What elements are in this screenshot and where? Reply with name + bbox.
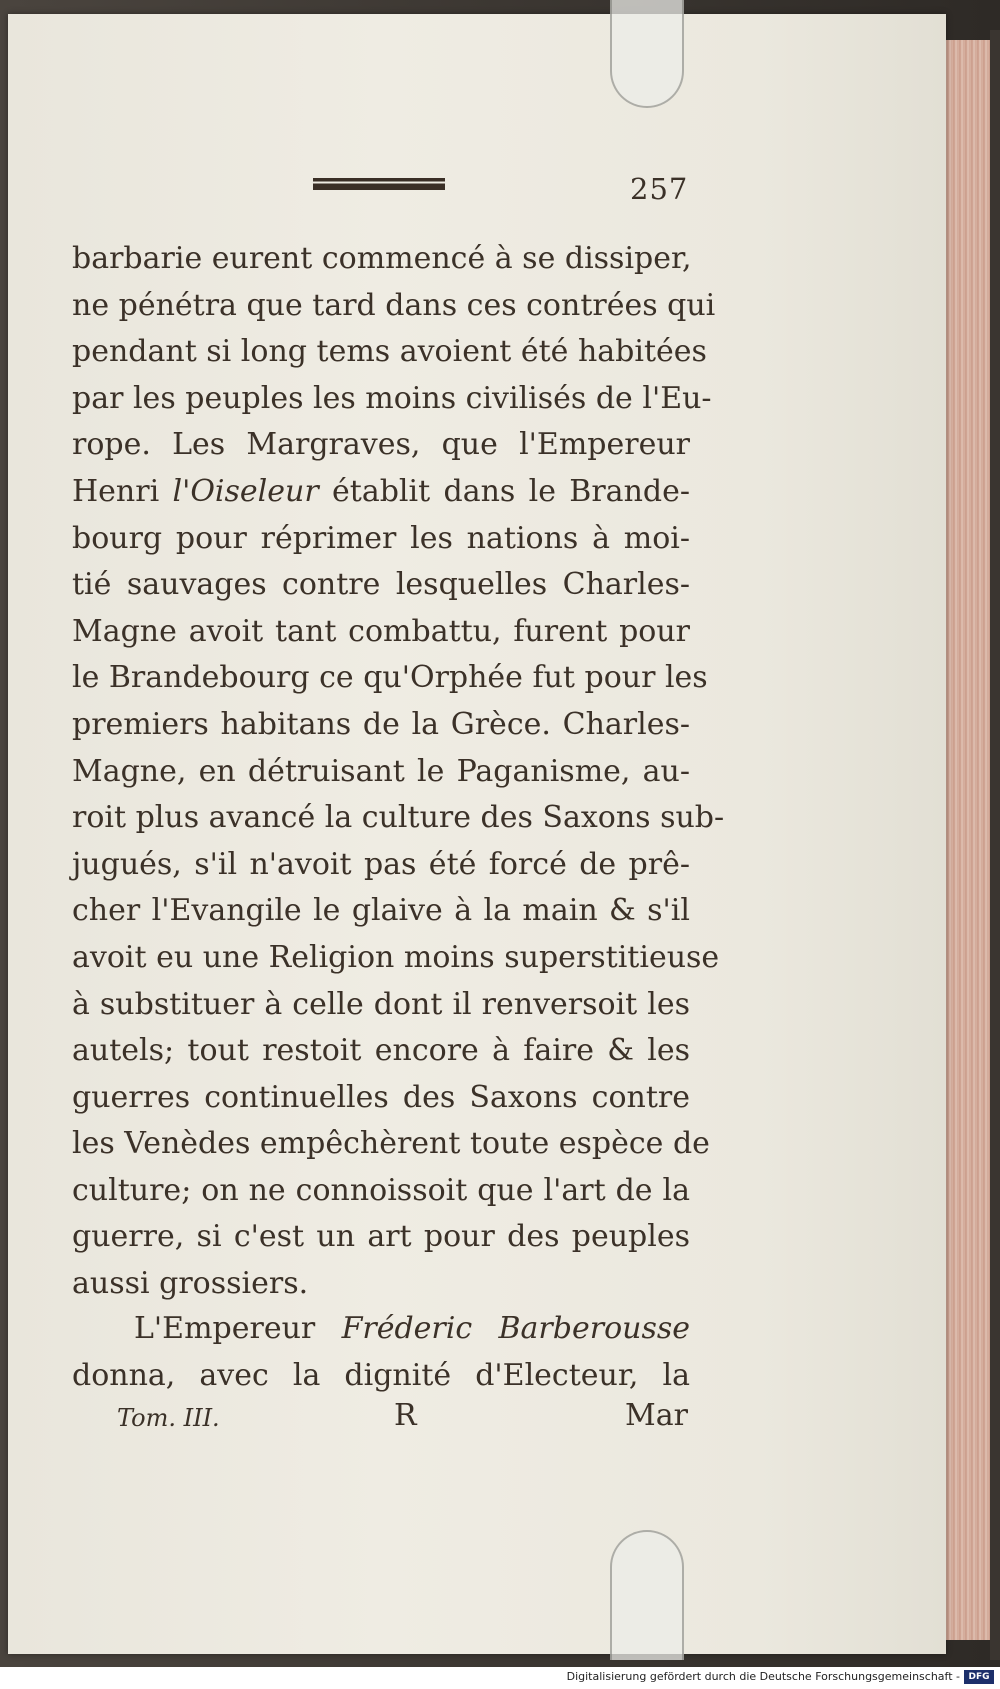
text-line: roit plus avancé la culture des Saxons sub-: [72, 800, 725, 836]
catchword: Mar: [625, 1398, 688, 1433]
text-line: aussi grossiers.: [72, 1266, 309, 1302]
paragraph-2: [72, 1306, 690, 1399]
header-rule: [313, 178, 445, 190]
text-line: cher l'Evangile le glaive à la main & s'il: [72, 893, 690, 929]
text-line: L'Empereur Fréderic Barberousse: [134, 1311, 690, 1346]
text-line: autels; tout restoit encore à faire & les: [72, 1033, 690, 1069]
text-line: guerres continuelles des Saxons contre: [72, 1079, 690, 1115]
text-line: rope. Les Margraves, que l'Empereur: [72, 427, 690, 463]
text-line: le Brandebourg ce qu'Orphée fut pour les: [72, 660, 708, 696]
page-footer: [72, 1398, 690, 1444]
text-line: avoit eu une Religion moins superstitieuse: [72, 939, 720, 975]
text-line: premiers habitans de la Grèce. Charles-: [72, 706, 690, 742]
text-line: Magne, en détruisant le Paganisme, au-: [72, 753, 690, 789]
text-line: à substituer à celle dont il renversoit les: [72, 986, 690, 1022]
text-line: par les peuples les moins civilisés de l'Eu-: [72, 380, 712, 416]
clip-top: [610, 0, 684, 108]
dfg-logo: DFG: [964, 1670, 994, 1684]
page-edge-shadow: [990, 30, 1000, 1660]
text-line: les Venèdes empêchèrent toute espèce de: [72, 1126, 710, 1162]
text-line: culture; on ne connoissoit que l'art de la: [72, 1172, 690, 1208]
text-line: Magne avoit tant combattu, furent pour: [72, 613, 690, 649]
text-line: Henri l'Oiseleur établit dans le Brande-: [72, 473, 690, 509]
text-line: jugués, s'il n'avoit pas été forcé de prê-: [72, 846, 690, 882]
paragraph-1: [72, 236, 725, 1308]
text-line: donna, avec la dignité d'Electeur, la: [72, 1357, 690, 1393]
clip-bottom: [610, 1530, 684, 1660]
text-line: ne pénétra que tard dans ces contrées qui: [72, 287, 716, 323]
volume-signature: Tom. III.: [117, 1404, 220, 1432]
text-line: tié sauvages contre lesquelles Charles-: [72, 567, 690, 603]
text-line: guerre, si c'est un art pour des peuples: [72, 1219, 690, 1255]
page-edge: [946, 40, 992, 1640]
gathering-mark: R: [394, 1398, 417, 1433]
page-number: 257: [630, 172, 689, 206]
text-line: barbarie eurent commencé à se dissiper,: [72, 241, 692, 276]
text-line: bourg pour réprimer les nations à moi-: [72, 520, 690, 556]
scan-credit: Digitalisierung gefördert durch die Deutsche Forschungsgemeinschaft -: [566, 1670, 960, 1683]
scan-footer-bar: [0, 1667, 1000, 1689]
text-line: pendant si long tems avoient été habitées: [72, 334, 707, 370]
